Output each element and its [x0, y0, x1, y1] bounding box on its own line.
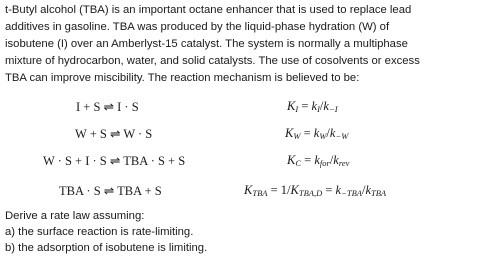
equilibrium-constant-4: $K_{TBA} = 1/K_{TBA,D} = k_{-TBA}/k_{TBA}$: [244, 183, 387, 198]
reaction-2: W + S ⇌ W · S: [75, 127, 153, 141]
k-subscript: rev: [338, 158, 350, 168]
reaction-3: W · S + I · S ⇌ TBA · S + S: [43, 154, 186, 168]
intro-paragraph: [5, 2, 481, 87]
reaction-4: TBA · S ⇌ TBA + S: [59, 184, 162, 198]
reciprocal-prefix: 1/: [280, 183, 291, 197]
equilibrium-constant-3: $K_C = k_{for}/k_{rev}$: [287, 153, 350, 168]
task-item-b: b) the adsorption of isobutene is limiting.: [5, 242, 208, 254]
k-symbol: k: [333, 153, 339, 167]
k-subscript: TBA: [371, 188, 387, 198]
k-subscript: −I: [328, 104, 338, 114]
intro-line: TBA can improve miscibility. The reaction mechanism is believed to be:: [5, 72, 360, 84]
divide-sign: /: [361, 183, 366, 197]
k-symbol: k: [365, 183, 372, 197]
equilibrium-constant-2: $K_W = k_W/k_{-W}$: [285, 126, 349, 141]
k-subscript: W: [319, 131, 327, 141]
intro-line: mixture of hydrocarbon, water, and solid catalysts. The use of cosolvents or excess: [5, 55, 420, 67]
k-subscript: −W: [335, 131, 349, 141]
k-subscript: TBA: [252, 188, 268, 198]
intro-line: additives in gasoline. TBA was produced by the liquid-phase hydration (W) of: [5, 21, 390, 33]
k-symbol: K: [290, 183, 299, 197]
k-symbol: K: [287, 153, 296, 167]
divide-sign: /: [329, 153, 334, 167]
k-symbol: k: [314, 153, 320, 167]
k-symbol: K: [287, 99, 296, 113]
k-symbol: k: [329, 126, 336, 140]
divide-sign: /: [326, 126, 330, 140]
divide-sign: /: [319, 99, 324, 113]
intro-line: isobutene (I) over an Amberlyst-15 catalyst. The system is normally a multiphase: [5, 38, 408, 50]
k-symbol: k: [323, 99, 329, 113]
k-symbol: K: [285, 126, 294, 140]
k-subscript: TBA,D: [298, 188, 323, 198]
k-subscript: for: [319, 158, 330, 168]
k-symbol: K: [244, 183, 253, 197]
intro-line: t-Butyl alcohol (TBA) is an important octane enhancer that is used to replace lead: [5, 4, 412, 16]
k-subscript: I: [317, 104, 320, 114]
k-subscript: I: [295, 104, 299, 114]
k-subscript: C: [295, 158, 302, 168]
reaction-1: I + S ⇌ I · S: [76, 100, 139, 114]
task-item-a: a) the surface reaction is rate-limiting.: [5, 226, 194, 238]
k-subscript: −TBA: [341, 188, 362, 198]
k-symbol: k: [313, 126, 320, 140]
equilibrium-constant-1: $K_I = k_I/k_{-I}$: [287, 99, 338, 114]
k-symbol: k: [311, 99, 318, 113]
k-symbol: k: [335, 183, 342, 197]
task-prompt: Derive a rate law assuming:: [5, 210, 145, 222]
k-subscript: W: [293, 131, 301, 141]
